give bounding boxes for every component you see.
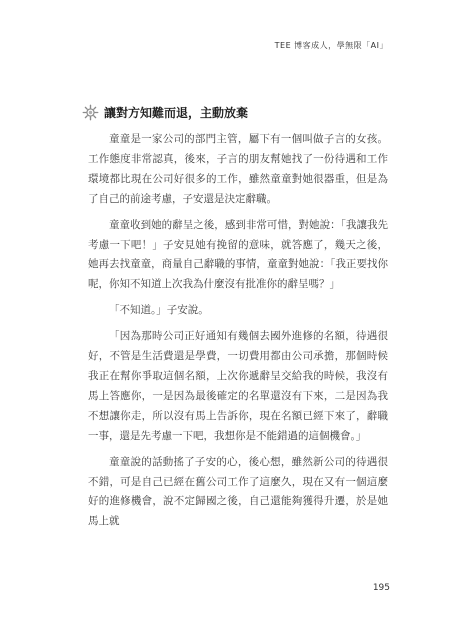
section-title: 讓對方知難而退，主動放棄 — [104, 106, 249, 120]
paragraph: 童童收到她的辭呈之後，感到非常可惜，對她說：「我讓我先考慮一下吧！」子安見她有挽留的意味，就答應了，幾天之後，她再去找童童，商量自己辭職的事情，童童對她說：「我正要找你呢，你知不知道上次我為什麼沒有批准你的辭呈嗎？」 — [88, 218, 388, 291]
paragraph: 童童是一家公司的部門主管，屬下有一個叫做子言的女孩。工作態度非常認真，後來，子言的朋友幫她找了一份待遇和工作環境都比現在公司好很多的工作，雖然童童對她很器重，但是為了自己的前途考慮，子安還是決定辭職。 — [88, 133, 388, 205]
paragraph: 「因為那時公司正好通知有幾個去國外進修的名額，待遇很好，不管是生活費還是學費，一切費用都由公司承擔，那個時候我正在幫你爭取這個名額，上次你遞辭呈交給我的時候，我沒有馬上答應你，一是因為最後確定的名單還沒有下來，二是因為我不想讓你走，所以沒有馬上告訴你，現在名額已經下來了，辭職一事，還是先考慮一下吧，我想你是不能錯過的這個機會。」 — [88, 330, 388, 442]
sunburst-icon — [82, 104, 99, 121]
paragraph: 「不知道。」子安說。 — [109, 304, 209, 317]
body-text — [88, 130, 388, 538]
section-heading — [82, 104, 248, 121]
running-header: TEE 博客成人，學無限「AI」 — [274, 41, 388, 50]
page-number: 195 — [372, 583, 390, 593]
paragraph: 童童說的話動搖了子安的心，後心想，雖然新公司的待遇很不錯，可是自己已經在舊公司工作了這麼久，現在又有一個這麼好的進修機會，說不定歸國之後，自己還能夠獲得升遷，於是她馬上就 — [88, 455, 388, 528]
